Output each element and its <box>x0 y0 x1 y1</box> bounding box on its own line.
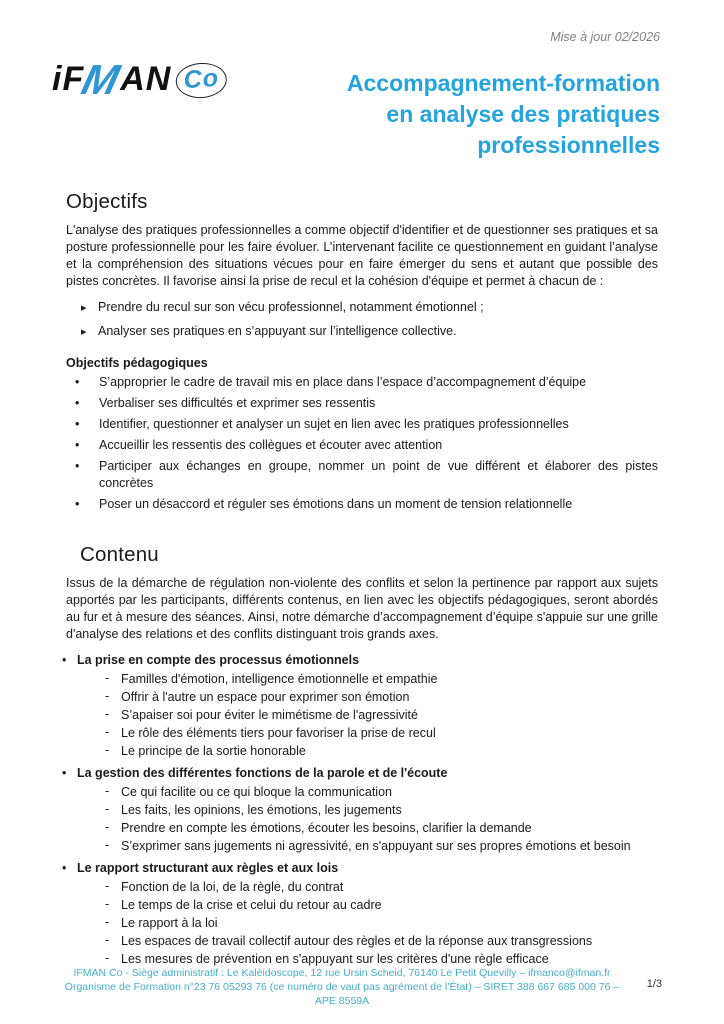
logo-text-co: Co <box>175 61 229 99</box>
dash-bullet-icon: - <box>105 820 110 834</box>
list-item <box>66 915 658 932</box>
list-item-text: Participer aux échanges en groupe, nommer un point de vue différent et élaborer des pistes concrètes <box>99 459 658 490</box>
axis-label <box>62 860 658 877</box>
list-item <box>66 879 658 896</box>
dash-bullet-icon: - <box>105 671 110 685</box>
axis-label-text: Le rapport structurant aux règles et aux lois <box>77 861 339 875</box>
dash-bullet-icon: - <box>105 933 110 947</box>
list-item-text: Accueillir les ressentis des collègues et écouter avec attention <box>99 438 443 452</box>
objectifs-intro-paragraph: L'analyse des pratiques professionnelles a comme objectif d'identifier et de questionner ses pratiques et sa posture professionnelle pour les faire évoluer. L’intervenant facilite ce questionnement en guidant l’analyse et la compréhension des situations vécues pour en faire émerger du sens et autant que possible des pistes concrètes. Il favorise ainsi la prise de recul et la cohésion d'équipe et permet à chacun de : <box>66 223 658 288</box>
dot-bullet-icon: • <box>75 396 80 410</box>
contenu-axis <box>62 765 658 855</box>
ifman-logo <box>52 52 228 101</box>
dot-bullet-icon: • <box>62 766 67 780</box>
list-item-text: Familles d'émotion, intelligence émotionnelle et empathie <box>121 672 438 686</box>
dot-bullet-icon: • <box>75 459 80 473</box>
document-title <box>280 68 660 161</box>
list-item-text: Poser un désaccord et réguler ses émotions dans un moment de tension relationnelle <box>99 497 573 511</box>
list-item <box>66 802 658 819</box>
list-item <box>66 707 658 724</box>
dash-bullet-icon: - <box>105 915 110 929</box>
dash-bullet-icon: - <box>105 784 110 798</box>
list-item-text: Fonction de la loi, de la règle, du contrat <box>121 880 344 894</box>
dash-bullet-icon: - <box>105 838 110 852</box>
footer-text <box>62 966 622 1008</box>
dot-bullet-icon: • <box>75 417 80 431</box>
dot-bullet-icon: • <box>62 861 67 875</box>
document-title-line: professionnelles <box>477 132 660 158</box>
dash-bullet-icon: - <box>105 743 110 757</box>
list-item <box>66 820 658 837</box>
dash-bullet-icon: - <box>105 897 110 911</box>
list-item <box>66 416 658 433</box>
list-item <box>66 458 658 492</box>
list-item-text: Les espaces de travail collectif autour des règles et de la réponse aux transgressions <box>121 934 593 948</box>
list-item <box>66 671 658 688</box>
logo-text-an: AN <box>120 60 172 98</box>
dash-bullet-icon: - <box>105 689 110 703</box>
page-number: 1/3 <box>646 978 662 990</box>
list-item <box>66 725 658 742</box>
dot-bullet-icon: • <box>75 438 80 452</box>
contenu-intro-paragraph: Issus de la démarche de régulation non-violente des conflits et selon la pertinence par rapport aux sujets apportés par les participants, différents contenus, en lien avec les objectifs pédagogiques, seront abordés au fur et à mesure des séances. Ainsi, notre démarche d’accompagnement d’équipe s'appuie sur une grille d'analyse des relations et des conflits distinguant trois grands axes. <box>66 576 658 641</box>
list-item <box>66 838 658 855</box>
contenu-heading: Contenu <box>80 543 159 566</box>
axis-label <box>62 765 658 782</box>
list-item-text: Les mesures de prévention en s'appuyant sur les critères d'une règle efficace <box>121 952 549 966</box>
arrow-bullet-icon: ▸ <box>81 325 87 338</box>
objectifs-arrow-list <box>66 299 658 340</box>
logo-text-if: iF <box>52 60 85 98</box>
footer-line-address: IFMAN Co - Siège administratif : Le Kaléidoscope, 12 rue Ursin Scheid, 76140 Le Petit Quevilly – ifmanco@ifman.fr <box>73 967 611 979</box>
list-item-text: Le rapport à la loi <box>121 916 218 930</box>
dash-bullet-icon: - <box>105 725 110 739</box>
contenu-axis <box>62 652 658 760</box>
arrow-bullet-icon: ▸ <box>81 301 87 314</box>
contenu-axis <box>62 860 658 968</box>
list-item-text: Prendre en compte les émotions, écouter les besoins, clarifier la demande <box>121 821 532 835</box>
objectifs-heading: Objectifs <box>66 190 148 213</box>
document-title-line: Accompagnement-formation <box>346 70 660 96</box>
list-item <box>66 395 658 412</box>
list-item-text: S’apaiser soi pour éviter le mimétisme de l'agressivité <box>121 708 418 722</box>
list-item-text: Analyser ses pratiques en s’appuyant sur l’intelligence collective. <box>98 324 457 338</box>
list-item-text: Les faits, les opinions, les émotions, les jugements <box>121 803 402 817</box>
axis-label-text: La gestion des différentes fonctions de la parole et de l'écoute <box>77 766 448 780</box>
list-item <box>66 933 658 950</box>
list-item-text: S’exprimer sans jugements ni agressivité, en s'appuyant sur ses propres émotions et besoin <box>121 839 631 853</box>
logo-text-m: M <box>77 56 126 103</box>
objectifs-pedagogiques-list <box>66 374 658 513</box>
dash-bullet-icon: - <box>105 951 110 965</box>
document-title-line: en analyse des pratiques <box>386 101 660 127</box>
page-content <box>62 190 658 969</box>
dash-bullet-icon: - <box>105 879 110 893</box>
dash-bullet-icon: - <box>105 707 110 721</box>
list-item-text: S’approprier le cadre de travail mis en place dans l’espace d’accompagnement d’équipe <box>99 375 587 389</box>
list-item <box>66 689 658 706</box>
footer-line-legal: Organisme de Formation n°23 76 05293 76 (ce numéro de vaut pas agrément de l’État) – SIRET 388 667 685 000 76 – APE 8559A <box>64 981 620 1007</box>
list-item <box>66 299 658 316</box>
list-item <box>66 897 658 914</box>
update-note: Mise à jour 02/2026 <box>550 30 660 44</box>
axis-label <box>62 652 658 669</box>
dot-bullet-icon: • <box>75 375 80 389</box>
list-item-text: Ce qui facilite ou ce qui bloque la communication <box>121 785 392 799</box>
list-item <box>66 437 658 454</box>
dot-bullet-icon: • <box>62 653 67 667</box>
list-item <box>66 743 658 760</box>
list-item-text: Prendre du recul sur son vécu professionnel, notamment émotionnel ; <box>98 300 484 314</box>
list-item <box>66 323 658 340</box>
list-item-text: Le temps de la crise et celui du retour au cadre <box>121 898 382 912</box>
list-item <box>66 374 658 391</box>
dash-bullet-icon: - <box>105 802 110 816</box>
list-item <box>66 784 658 801</box>
list-item-text: Verbaliser ses difficultés et exprimer ses ressentis <box>99 396 376 410</box>
list-item-text: Le rôle des éléments tiers pour favoriser la prise de recul <box>121 726 436 740</box>
page-footer <box>0 966 724 1007</box>
axis-label-text: La prise en compte des processus émotionnels <box>77 653 360 667</box>
list-item-text: Offrir à l'autre un espace pour exprimer son émotion <box>121 690 410 704</box>
list-item-text: Le principe de la sortie honorable <box>121 744 306 758</box>
objectifs-pedagogiques-subheading: Objectifs pédagogiques <box>66 356 208 370</box>
list-item <box>66 496 658 513</box>
list-item-text: Identifier, questionner et analyser un sujet en lien avec les pratiques professionnelles <box>99 417 569 431</box>
dot-bullet-icon: • <box>75 497 80 511</box>
